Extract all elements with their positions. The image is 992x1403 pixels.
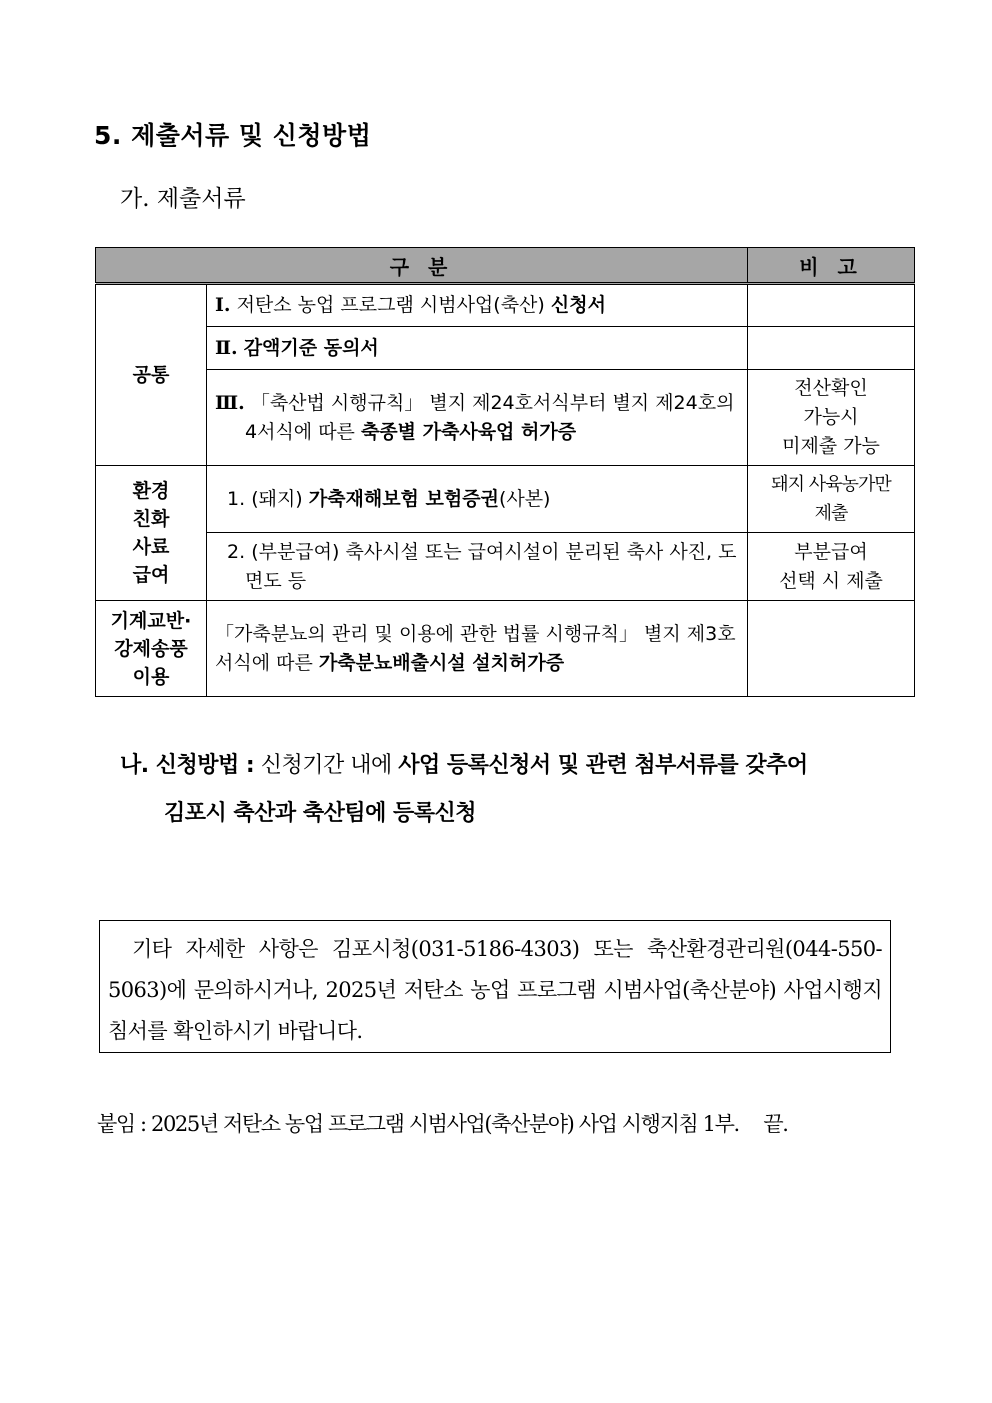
row-bold-text: 감액기준 동의서 <box>243 336 379 359</box>
row-number: Ⅲ. <box>215 391 245 414</box>
row-livestock-permit <box>207 370 748 466</box>
row-number: Ⅰ. <box>215 294 231 316</box>
end-mark: 끝. <box>763 1112 788 1136</box>
group-line: 이용 <box>132 665 170 688</box>
group-eco-feed <box>96 466 207 601</box>
note-line: 가능시 <box>803 406 859 428</box>
table-row <box>96 533 915 601</box>
group-machine <box>96 601 207 697</box>
row-bold-text: 가축재해보험 보험증권 <box>308 487 499 510</box>
row-text: (부분급여) 축사시설 또는 급여시설이 분리된 축사 사진, 도면도 등 <box>245 540 737 592</box>
note-line: 선택 시 제출 <box>779 569 883 592</box>
notice-text: 기타 자세한 사항은 김포시청(031-5186-4303) 또는 축산환경관리원(044-550-5063)에 문의하시거나, 2025년 저탄소 농업 프로그램 시범사업(축산분야) 사업시행지침서를 확인하시기 바랍니다. <box>108 937 882 1043</box>
row-bold-text: 가축분뇨배출시설 설치허가증 <box>318 651 565 674</box>
header-note: 비 고 <box>748 248 915 284</box>
row-note <box>748 466 915 533</box>
group-line: 친화 <box>132 508 170 530</box>
note-line: 제출 <box>814 503 848 524</box>
group-line: 사료 <box>132 536 170 558</box>
table-row <box>96 466 915 533</box>
table-row <box>96 370 915 466</box>
subsection-title: 가. 제출서류 <box>120 186 246 212</box>
attachment-line <box>97 1108 787 1138</box>
row-manure-permit <box>207 601 748 697</box>
method-label: 나. 신청방법 : <box>120 753 255 778</box>
row-note <box>748 370 915 466</box>
row-number: 2. <box>227 540 246 563</box>
table-header-row <box>96 248 915 284</box>
method-text: 신청기간 내에 <box>260 753 392 778</box>
group-line: 환경 <box>132 480 170 502</box>
row-note-empty <box>748 601 915 697</box>
method-continuation: 김포시 축산과 축산팀에 등록신청 <box>164 801 477 826</box>
row-note-empty <box>748 327 915 370</box>
row-text: 저탄소 농업 프로그램 시범사업(축산) <box>236 294 545 316</box>
row-bold-text: 신청서 <box>550 294 606 316</box>
row-text: (돼지) <box>251 487 303 510</box>
row-photos <box>207 533 748 601</box>
row-application-form <box>207 284 748 327</box>
row-text: 「축산법 시행규칙」 별지 제24호서식부터 별지 제24호의4서식에 따른 <box>245 391 735 443</box>
group-line: 기계교반· <box>110 609 192 632</box>
group-line: 급여 <box>132 564 170 586</box>
note-line: 전산확인 <box>794 377 868 399</box>
row-number: 1. <box>227 487 246 510</box>
application-method <box>120 742 910 838</box>
note-line: 돼지 사육농가만 <box>771 474 891 495</box>
table-row <box>96 327 915 370</box>
documents-table <box>95 247 915 697</box>
row-consent-form <box>207 327 748 370</box>
header-category: 구 분 <box>96 248 748 284</box>
notice-box <box>99 920 891 1053</box>
row-insurance <box>207 466 748 533</box>
attachment-text: 붙임 : 2025년 저탄소 농업 프로그램 시범사업(축산분야) 사업 시행지침 1부. <box>97 1112 739 1136</box>
row-number: Ⅱ. <box>215 336 238 359</box>
row-text: 「가축분뇨의 관리 및 이용에 관한 법률 시행규칙」 별지 제3호서식에 따른 <box>215 622 736 674</box>
row-bold-text: 축종별 가축사육업 허가증 <box>360 420 577 443</box>
method-bold-text: 사업 등록신청서 및 관련 첨부서류를 갖추어 <box>398 753 808 778</box>
group-common: 공통 <box>96 284 207 466</box>
note-line: 미제출 가능 <box>782 435 880 457</box>
group-line: 강제송풍 <box>114 637 188 660</box>
table-row <box>96 601 915 697</box>
section-title: 5. 제출서류 및 신청방법 <box>94 121 372 150</box>
table-row <box>96 284 915 327</box>
row-text: (사본) <box>498 487 551 510</box>
note-line: 부분급여 <box>794 540 868 563</box>
row-note-empty <box>748 284 915 327</box>
row-note <box>748 533 915 601</box>
